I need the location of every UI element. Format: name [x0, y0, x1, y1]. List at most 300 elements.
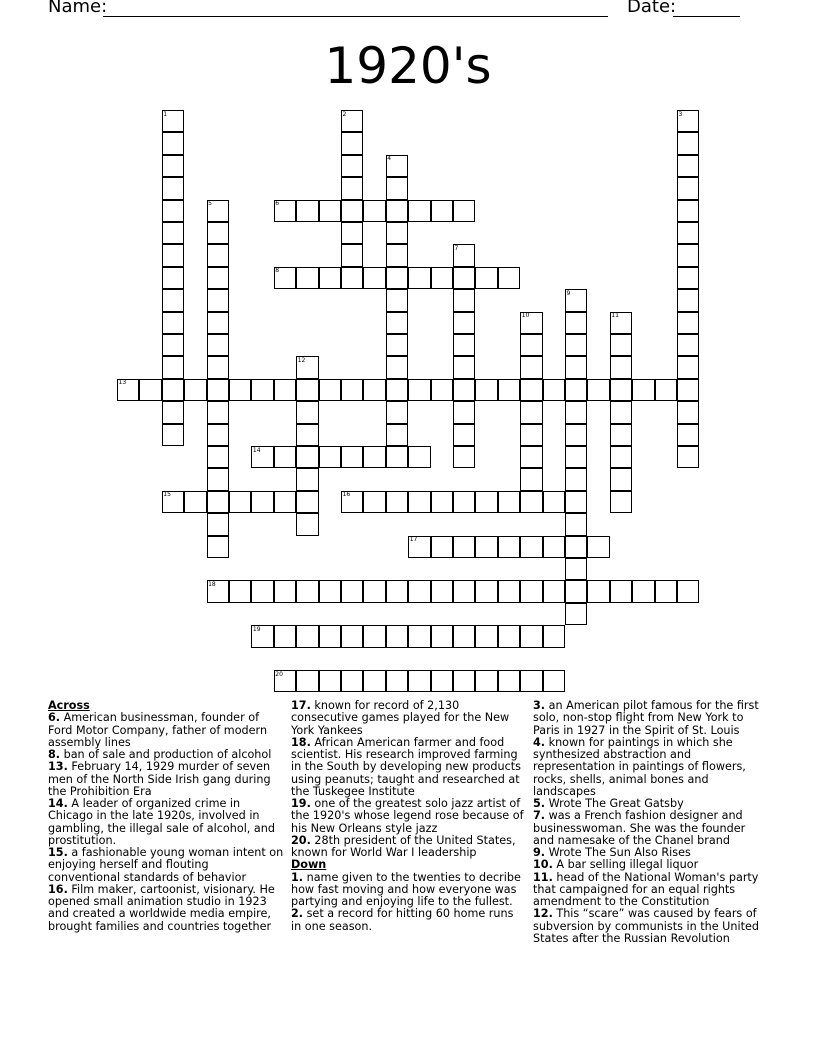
- clue-number: 4: [387, 155, 392, 163]
- grid-cell[interactable]: [207, 356, 229, 378]
- clue-text: Wrote The Great Gatsby: [545, 797, 684, 810]
- grid-cell[interactable]: [520, 334, 542, 356]
- grid-cell[interactable]: [341, 132, 363, 154]
- grid-cell[interactable]: [229, 379, 251, 401]
- grid-cell[interactable]: [543, 379, 565, 401]
- grid-cell[interactable]: [251, 379, 273, 401]
- clue-text: one of the greatest solo jazz artist of the 1920's whose legend rose because of his New Orleans style jazz: [291, 797, 524, 835]
- grid-cell[interactable]: [520, 536, 542, 558]
- grid-cell[interactable]: [386, 222, 408, 244]
- grid-cell[interactable]: [341, 110, 363, 132]
- grid-cell[interactable]: [677, 289, 699, 311]
- grid-cell[interactable]: [565, 603, 587, 625]
- clue-number: 13.: [48, 760, 68, 774]
- grid-cell[interactable]: [207, 491, 229, 513]
- grid-cell[interactable]: [207, 536, 229, 558]
- clue-across: [48, 712, 284, 749]
- clue-text: head of the National Woman's party that campaigned for an equal rights amendment to the Constitution: [533, 870, 759, 908]
- clue-down: [533, 700, 769, 737]
- clue-number: 16.: [48, 882, 68, 896]
- grid-cell[interactable]: [386, 312, 408, 334]
- grid-cell[interactable]: [207, 513, 229, 535]
- clue-number: 18: [208, 580, 216, 588]
- grid-cell[interactable]: [610, 356, 632, 378]
- grid-cell[interactable]: [162, 177, 184, 199]
- grid-cell[interactable]: [565, 513, 587, 535]
- grid-cell[interactable]: [453, 312, 475, 334]
- grid-cell[interactable]: [408, 491, 430, 513]
- grid-cell[interactable]: [207, 222, 229, 244]
- grid-cell[interactable]: [408, 625, 430, 647]
- grid-cell[interactable]: [498, 625, 520, 647]
- grid-cell[interactable]: [363, 491, 385, 513]
- grid-cell[interactable]: [207, 379, 229, 401]
- grid-cell[interactable]: [431, 536, 453, 558]
- grid-cell[interactable]: [386, 334, 408, 356]
- grid-cell[interactable]: [565, 536, 587, 558]
- clue-text: This “scare” was caused by fears of subversion by communists in the United States after the Russian Revolution: [533, 907, 759, 945]
- grid-cell[interactable]: [520, 670, 542, 692]
- grid-cell[interactable]: [363, 580, 385, 602]
- clue-number: 13: [118, 379, 127, 387]
- grid-cell[interactable]: [520, 356, 542, 378]
- grid-cell[interactable]: [319, 267, 341, 289]
- grid-cell[interactable]: [341, 670, 363, 692]
- grid-cell[interactable]: [453, 267, 475, 289]
- grid-cell[interactable]: [610, 580, 632, 602]
- grid-cell[interactable]: [565, 424, 587, 446]
- clue-across: [48, 847, 284, 884]
- grid-cell[interactable]: [341, 267, 363, 289]
- grid-cell[interactable]: [475, 670, 497, 692]
- clue-text: A bar selling illegal liquor: [552, 858, 699, 872]
- grid-cell[interactable]: [677, 200, 699, 222]
- clue-number: 1.: [291, 870, 304, 884]
- grid-cell[interactable]: [677, 222, 699, 244]
- clue-number: 6: [275, 200, 280, 208]
- grid-cell[interactable]: [610, 379, 632, 401]
- clue-number: 15.: [48, 846, 68, 859]
- grid-cell[interactable]: [610, 334, 632, 356]
- grid-cell[interactable]: [296, 513, 318, 535]
- grid-cell[interactable]: [543, 491, 565, 513]
- clue-text: American businessman, founder of Ford Motor Company, father of modern assembly lines: [48, 711, 268, 749]
- grid-cell[interactable]: [632, 379, 654, 401]
- grid-cell[interactable]: [565, 379, 587, 401]
- clue-across: [48, 798, 284, 847]
- grid-cell[interactable]: [386, 379, 408, 401]
- clue-number: 20: [275, 670, 283, 678]
- name-line[interactable]: [103, 16, 608, 17]
- grid-cell[interactable]: [386, 580, 408, 602]
- grid-cell[interactable]: [587, 536, 609, 558]
- clue-number: 20.: [291, 833, 311, 847]
- grid-cell[interactable]: [207, 468, 229, 490]
- grid-cell[interactable]: [453, 580, 475, 602]
- clue-number: 6.: [48, 711, 61, 725]
- grid-cell[interactable]: [520, 580, 542, 602]
- grid-cell[interactable]: [475, 267, 497, 289]
- grid-cell[interactable]: [296, 424, 318, 446]
- clue-number: 16: [342, 491, 351, 499]
- clue-number: 2.: [291, 907, 304, 921]
- grid-cell[interactable]: [386, 177, 408, 199]
- clue-text: African American farmer and food scientist. His research improved farming in the South by developing new products using peanuts; taught and researched at the Tuskegee Institute: [291, 735, 521, 798]
- grid-cell[interactable]: [543, 536, 565, 558]
- grid-cell[interactable]: [274, 491, 296, 513]
- clue-text: A leader of organized crime in Chicago in the late 1920s, involved in gambling, the illegal sale of alcohol, and prostitution.: [48, 797, 275, 847]
- grid-cell[interactable]: [162, 244, 184, 266]
- grid-cell[interactable]: [498, 580, 520, 602]
- clue-number: 17: [409, 536, 418, 544]
- grid-cell[interactable]: [498, 379, 520, 401]
- grid-cell[interactable]: [408, 267, 430, 289]
- grid-cell[interactable]: [408, 580, 430, 602]
- grid-cell[interactable]: [587, 580, 609, 602]
- date-line[interactable]: [673, 16, 740, 17]
- grid-cell[interactable]: [162, 200, 184, 222]
- grid-cell[interactable]: [453, 625, 475, 647]
- grid-cell[interactable]: [453, 401, 475, 423]
- grid-cell[interactable]: [296, 356, 318, 378]
- clue-text: name given to the twenties to decribe how fast moving and how everyone was partying and enjoying life to the fullest.: [291, 870, 521, 908]
- grid-cell[interactable]: [453, 424, 475, 446]
- grid-cell[interactable]: [162, 267, 184, 289]
- grid-cell[interactable]: [229, 491, 251, 513]
- clue-text: 28th president of the United States, known for World War I leadership: [291, 833, 516, 859]
- grid-cell[interactable]: [677, 244, 699, 266]
- grid-cell[interactable]: [162, 289, 184, 311]
- clue-text: was a French fashion designer and businesswoman. She was the founder and namesake of the Chanel brand: [533, 809, 746, 847]
- grid-cell[interactable]: [341, 244, 363, 266]
- grid-cell[interactable]: [207, 401, 229, 423]
- date-label: Date:: [627, 0, 677, 17]
- grid-cell[interactable]: [274, 625, 296, 647]
- grid-cell[interactable]: [319, 200, 341, 222]
- grid-cell[interactable]: [274, 379, 296, 401]
- grid-cell[interactable]: [498, 491, 520, 513]
- grid-cell[interactable]: [520, 446, 542, 468]
- grid-cell[interactable]: [162, 222, 184, 244]
- clue-text: an American pilot famous for the first solo, non-stop flight from New York to Paris in 1927 in the Spirit of St. Louis: [533, 699, 759, 737]
- grid-cell[interactable]: [162, 312, 184, 334]
- grid-cell[interactable]: [520, 312, 542, 334]
- grid-cell[interactable]: [498, 267, 520, 289]
- grid-cell[interactable]: [386, 401, 408, 423]
- grid-cell[interactable]: [319, 379, 341, 401]
- grid-cell[interactable]: [386, 244, 408, 266]
- grid-cell[interactable]: [520, 625, 542, 647]
- grid-cell[interactable]: [475, 379, 497, 401]
- grid-cell[interactable]: [386, 267, 408, 289]
- grid-cell[interactable]: [274, 200, 296, 222]
- grid-cell[interactable]: [677, 401, 699, 423]
- grid-cell[interactable]: [453, 289, 475, 311]
- page-title: 1920's: [324, 37, 492, 95]
- clue-number: 11.: [533, 870, 553, 884]
- grid-cell[interactable]: [565, 289, 587, 311]
- grid-cell[interactable]: [251, 491, 273, 513]
- clue-text: February 14, 1929 murder of seven men of the North Side Irish gang during the Prohibition Era: [48, 760, 271, 798]
- grid-cell[interactable]: [274, 446, 296, 468]
- grid-cell[interactable]: [431, 670, 453, 692]
- grid-cell[interactable]: [386, 155, 408, 177]
- grid-cell[interactable]: [565, 446, 587, 468]
- grid-cell[interactable]: [408, 536, 430, 558]
- grid-cell[interactable]: [296, 580, 318, 602]
- grid-cell[interactable]: [162, 379, 184, 401]
- across-heading: Across: [48, 699, 90, 712]
- grid-cell[interactable]: [296, 491, 318, 513]
- clue-text: Wrote The Sun Also Rises: [545, 846, 691, 859]
- grid-cell[interactable]: [207, 244, 229, 266]
- grid-cell[interactable]: [543, 670, 565, 692]
- clue-number: 3: [678, 110, 683, 118]
- grid-cell[interactable]: [543, 625, 565, 647]
- grid-cell[interactable]: [274, 267, 296, 289]
- clue-text: Film maker, cartoonist, visionary. He opened small animation studio in 1923 and created a worldwide media empire, brought families and countries together: [48, 882, 275, 933]
- grid-cell[interactable]: [341, 491, 363, 513]
- grid-cell[interactable]: [655, 580, 677, 602]
- grid-cell[interactable]: [162, 132, 184, 154]
- grid-cell[interactable]: [386, 446, 408, 468]
- grid-cell[interactable]: [341, 177, 363, 199]
- grid-cell[interactable]: [565, 312, 587, 334]
- grid-cell[interactable]: [162, 424, 184, 446]
- grid-cell[interactable]: [408, 379, 430, 401]
- clue-number: 17.: [291, 699, 311, 712]
- grid-cell[interactable]: [162, 356, 184, 378]
- grid-cell[interactable]: [498, 670, 520, 692]
- grid-cell[interactable]: [363, 670, 385, 692]
- clue-down: [533, 908, 769, 945]
- grid-cell[interactable]: [520, 491, 542, 513]
- grid-cell[interactable]: [386, 491, 408, 513]
- grid-cell[interactable]: [565, 334, 587, 356]
- grid-cell[interactable]: [520, 424, 542, 446]
- grid-cell[interactable]: [520, 379, 542, 401]
- grid-cell[interactable]: [341, 222, 363, 244]
- grid-cell[interactable]: [677, 446, 699, 468]
- grid-cell[interactable]: [386, 289, 408, 311]
- grid-cell[interactable]: [520, 401, 542, 423]
- clue-number: 4.: [533, 735, 546, 749]
- grid-cell[interactable]: [655, 379, 677, 401]
- clue-number: 12: [297, 356, 306, 364]
- clue-down: [533, 872, 769, 909]
- grid-cell[interactable]: [274, 580, 296, 602]
- grid-cell[interactable]: [453, 356, 475, 378]
- grid-cell[interactable]: [475, 580, 497, 602]
- grid-cell[interactable]: [677, 334, 699, 356]
- grid-cell[interactable]: [408, 446, 430, 468]
- grid-cell[interactable]: [431, 580, 453, 602]
- grid-cell[interactable]: [207, 312, 229, 334]
- grid-cell[interactable]: [677, 177, 699, 199]
- grid-cell[interactable]: [363, 625, 385, 647]
- grid-cell[interactable]: [453, 334, 475, 356]
- grid-cell[interactable]: [386, 356, 408, 378]
- grid-cell[interactable]: [677, 580, 699, 602]
- grid-cell[interactable]: [543, 580, 565, 602]
- grid-cell[interactable]: [565, 468, 587, 490]
- grid-cell[interactable]: [207, 446, 229, 468]
- grid-cell[interactable]: [296, 468, 318, 490]
- clue-number: 8.: [48, 748, 61, 761]
- grid-cell[interactable]: [677, 356, 699, 378]
- grid-cell[interactable]: [251, 625, 273, 647]
- grid-cell[interactable]: [363, 379, 385, 401]
- grid-cell[interactable]: [453, 536, 475, 558]
- grid-cell[interactable]: [207, 200, 229, 222]
- grid-cell[interactable]: [453, 200, 475, 222]
- grid-cell[interactable]: [453, 491, 475, 513]
- grid-cell[interactable]: [431, 200, 453, 222]
- grid-cell[interactable]: [207, 424, 229, 446]
- grid-cell[interactable]: [341, 625, 363, 647]
- grid-cell[interactable]: [453, 244, 475, 266]
- grid-cell[interactable]: [184, 491, 206, 513]
- grid-cell[interactable]: [162, 401, 184, 423]
- grid-cell[interactable]: [453, 446, 475, 468]
- grid-cell[interactable]: [251, 446, 273, 468]
- grid-cell[interactable]: [565, 580, 587, 602]
- clue-text: ban of sale and production of alcohol: [60, 748, 272, 761]
- grid-cell[interactable]: [341, 580, 363, 602]
- grid-cell[interactable]: [386, 200, 408, 222]
- grid-cell[interactable]: [431, 379, 453, 401]
- grid-cell[interactable]: [677, 155, 699, 177]
- grid-cell[interactable]: [587, 379, 609, 401]
- grid-cell[interactable]: [475, 536, 497, 558]
- grid-cell[interactable]: [274, 670, 296, 692]
- grid-cell[interactable]: [453, 379, 475, 401]
- name-label: Name:: [48, 0, 108, 17]
- grid-cell[interactable]: [431, 267, 453, 289]
- grid-cell[interactable]: [677, 312, 699, 334]
- grid-cell[interactable]: [319, 446, 341, 468]
- clue-number: 14: [252, 446, 261, 454]
- grid-cell[interactable]: [184, 379, 206, 401]
- grid-cell[interactable]: [162, 491, 184, 513]
- grid-cell[interactable]: [610, 446, 632, 468]
- grid-cell[interactable]: [565, 401, 587, 423]
- grid-cell[interactable]: [363, 200, 385, 222]
- grid-cell[interactable]: [117, 379, 139, 401]
- clue-number: 19: [252, 625, 261, 633]
- clue-number: 7.: [533, 809, 546, 823]
- grid-cell[interactable]: [363, 267, 385, 289]
- grid-cell[interactable]: [610, 312, 632, 334]
- clue-text: known for record of 2,130 consecutive games played for the New York Yankees: [291, 699, 510, 737]
- grid-cell[interactable]: [408, 670, 430, 692]
- grid-cell[interactable]: [610, 401, 632, 423]
- grid-cell[interactable]: [363, 446, 385, 468]
- grid-cell[interactable]: [207, 289, 229, 311]
- clues-column-2: [291, 700, 527, 933]
- grid-cell[interactable]: [386, 424, 408, 446]
- grid-cell[interactable]: [431, 625, 453, 647]
- clue-number: 10: [521, 312, 530, 320]
- clues-column-3: [533, 700, 769, 945]
- grid-cell[interactable]: [296, 200, 318, 222]
- grid-cell[interactable]: [677, 424, 699, 446]
- grid-cell[interactable]: [610, 468, 632, 490]
- grid-cell[interactable]: [229, 580, 251, 602]
- grid-cell[interactable]: [341, 155, 363, 177]
- clue-number: 5: [208, 200, 212, 208]
- grid-cell[interactable]: [431, 491, 453, 513]
- grid-cell[interactable]: [207, 267, 229, 289]
- grid-cell[interactable]: [520, 468, 542, 490]
- grid-cell[interactable]: [565, 356, 587, 378]
- clue-number: 8: [275, 267, 280, 275]
- grid-cell[interactable]: [386, 670, 408, 692]
- grid-cell[interactable]: [251, 580, 273, 602]
- grid-cell[interactable]: [296, 446, 318, 468]
- grid-cell[interactable]: [677, 110, 699, 132]
- grid-cell[interactable]: [677, 379, 699, 401]
- clue-across: [291, 737, 527, 798]
- grid-cell[interactable]: [207, 334, 229, 356]
- grid-cell[interactable]: [296, 401, 318, 423]
- grid-cell[interactable]: [408, 200, 430, 222]
- grid-cell[interactable]: [677, 267, 699, 289]
- grid-cell[interactable]: [677, 132, 699, 154]
- grid-cell[interactable]: [565, 558, 587, 580]
- grid-cell[interactable]: [162, 110, 184, 132]
- grid-cell[interactable]: [610, 491, 632, 513]
- grid-cell[interactable]: [498, 536, 520, 558]
- grid-cell[interactable]: [207, 580, 229, 602]
- grid-cell[interactable]: [632, 580, 654, 602]
- clue-down: [533, 737, 769, 798]
- grid-cell[interactable]: [296, 670, 318, 692]
- grid-cell[interactable]: [453, 670, 475, 692]
- clue-number: 1: [163, 110, 168, 118]
- clue-text: a fashionable young woman intent on enjoying herself and flouting conventional standards of behavior: [48, 846, 284, 884]
- clue-across: [291, 700, 527, 737]
- grid-cell[interactable]: [296, 379, 318, 401]
- grid-cell[interactable]: [162, 155, 184, 177]
- grid-cell[interactable]: [475, 625, 497, 647]
- clue-number: 18.: [291, 735, 311, 749]
- clue-down: [291, 872, 527, 909]
- grid-cell[interactable]: [162, 334, 184, 356]
- clue-number: 14.: [48, 797, 68, 810]
- clue-text: set a record for hitting 60 home runs in one season.: [291, 907, 514, 933]
- grid-cell[interactable]: [475, 491, 497, 513]
- clue-number: 10.: [533, 858, 553, 872]
- grid-cell[interactable]: [341, 200, 363, 222]
- grid-cell[interactable]: [296, 625, 318, 647]
- grid-cell[interactable]: [565, 491, 587, 513]
- clue-number: 9: [566, 289, 571, 297]
- clue-number: 2: [342, 110, 347, 118]
- grid-cell[interactable]: [610, 424, 632, 446]
- clue-across: [291, 798, 527, 835]
- grid-cell[interactable]: [319, 625, 341, 647]
- grid-cell[interactable]: [139, 379, 161, 401]
- clue-text: known for paintings in which she synthesized abstraction and representation in paintings of flowers, rocks, shells, animal bones and landscapes: [533, 735, 746, 798]
- clues-column-1: [48, 700, 284, 933]
- grid-cell[interactable]: [319, 670, 341, 692]
- grid-cell[interactable]: [296, 267, 318, 289]
- grid-cell[interactable]: [386, 625, 408, 647]
- grid-cell[interactable]: [341, 379, 363, 401]
- grid-cell[interactable]: [319, 580, 341, 602]
- grid-cell[interactable]: [341, 446, 363, 468]
